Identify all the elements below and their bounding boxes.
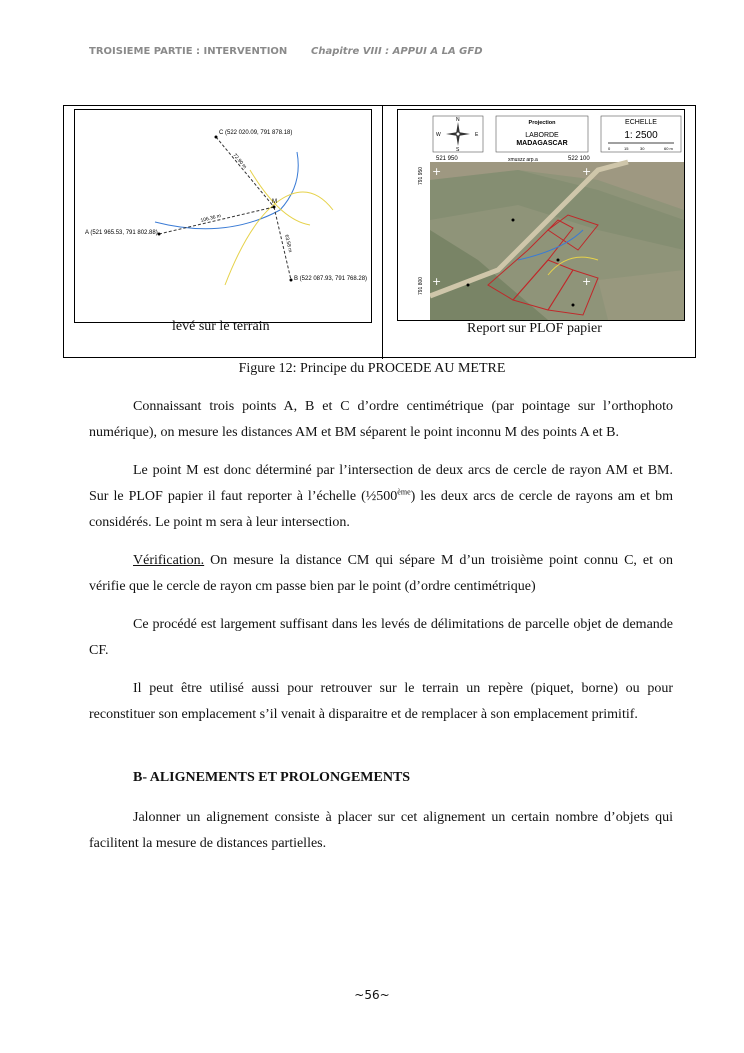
label-point-a: A (521 965.53, 791 802.88) bbox=[85, 230, 158, 236]
coord-y1: 791 950 bbox=[418, 166, 424, 185]
watermark-text: xmuszz arp.a bbox=[508, 157, 538, 163]
plof-map-diagram bbox=[398, 110, 684, 320]
plof-map bbox=[397, 109, 685, 321]
section-heading: B- ALIGNEMENTS ET PROLONGEMENTS bbox=[133, 770, 411, 785]
projection-title: Projection bbox=[528, 120, 556, 126]
compass-w: W bbox=[436, 132, 441, 138]
figure-table bbox=[63, 105, 696, 358]
paragraph-3-text: On mesure la distance CM qui sépare M d’un troisième point connu C, et on vérifie que le cercle de rayon cm passe bien par le point (d’ordre centimétrique) bbox=[89, 553, 673, 594]
paragraph-5 bbox=[89, 676, 673, 728]
arc-bm bbox=[225, 192, 333, 285]
paragraph-2-text-a: Le point M est donc déterminé par l’intersection de deux arcs de cercle de rayon AM et BM. Sur le PLOF papier il faut reporter à l’échelle (½500 bbox=[89, 463, 673, 504]
compass-e: E bbox=[475, 132, 479, 138]
map-point-a bbox=[467, 284, 470, 287]
label-point-b: B (522 087.93, 791 768.28) bbox=[294, 276, 368, 282]
coord-y2: 791 800 bbox=[418, 276, 424, 295]
paragraph-1 bbox=[89, 394, 673, 446]
field-survey-sketch bbox=[74, 109, 372, 323]
coord-x1: 521 950 bbox=[436, 156, 458, 162]
scale-title: ECHELLE bbox=[625, 119, 657, 126]
label-dist-am: 106.36 m bbox=[200, 213, 222, 224]
right-panel-caption: Report sur PLOF papier bbox=[467, 321, 602, 336]
paragraph-4 bbox=[89, 612, 673, 664]
projection-line1: LABORDE bbox=[525, 132, 559, 139]
arc-cm bbox=[250, 170, 310, 225]
label-dist-bm: 63.58 m bbox=[283, 234, 293, 254]
paragraph-5-text: Il peut être utilisé aussi pour retrouver sur le terrain un repère (piquet, borne) ou pour reconstituer son emplacement s’il venait à disparaitre et de remplacer à son emplacement primitif. bbox=[89, 681, 673, 722]
coord-strip bbox=[398, 162, 430, 320]
compass-s: S bbox=[456, 147, 460, 153]
table-divider bbox=[382, 106, 383, 359]
projection-line2: MADAGASCAR bbox=[516, 140, 568, 147]
running-header bbox=[89, 46, 483, 57]
survey-diagram bbox=[75, 110, 371, 322]
scale-tick-3: 60 m bbox=[664, 146, 673, 151]
grid-cross-3: + bbox=[432, 275, 442, 288]
superscript-eme: ème bbox=[397, 487, 411, 497]
scale-value: 1: 2500 bbox=[624, 130, 658, 141]
paragraph-3 bbox=[89, 548, 673, 600]
coord-x2: 522 100 bbox=[568, 156, 590, 162]
label-point-m: M bbox=[272, 199, 277, 205]
page-number: ~56~ bbox=[354, 988, 390, 1002]
header-part-title: TROISIEME PARTIE : INTERVENTION bbox=[89, 46, 288, 57]
label-point-c: C (522 020.09, 791 878.18) bbox=[219, 130, 293, 136]
grid-cross-4: + bbox=[582, 275, 592, 288]
label-dist-cm: 72.90 m bbox=[231, 152, 248, 171]
left-panel-caption: levé sur le terrain bbox=[172, 319, 270, 334]
point-m bbox=[273, 206, 276, 209]
line-cm bbox=[216, 137, 274, 207]
paragraph-1-text: Connaissant trois points A, B et C d’ordre centimétrique (par pointage sur l’orthophoto numérique), on mesure les distances AM et BM séparent le point inconnu M des points A et B. bbox=[89, 399, 673, 440]
paragraph-4-text: Ce procédé est largement suffisant dans les levés de délimitations de parcelle objet de demande CF. bbox=[89, 617, 673, 658]
figure-caption: Figure 12: Principe du PROCEDE AU METRE bbox=[238, 361, 506, 376]
map-point-c bbox=[512, 219, 515, 222]
scale-tick-0: 0 bbox=[608, 146, 611, 151]
compass-n: N bbox=[456, 117, 460, 123]
map-point-m bbox=[557, 259, 560, 262]
paragraph-6-text: Jalonner un alignement consiste à placer sur cet alignement un certain nombre d’objets qui facilitent la mesure de distances partielles. bbox=[89, 810, 673, 851]
point-b bbox=[290, 279, 293, 282]
verification-label: Vérification. bbox=[133, 553, 205, 568]
header-chapter-title: Chapitre VIII : APPUI A LA GFD bbox=[311, 46, 483, 57]
scale-tick-1: 15 bbox=[624, 146, 629, 151]
map-point-b bbox=[572, 304, 575, 307]
grid-cross-2: + bbox=[582, 165, 592, 178]
paragraph-6 bbox=[89, 805, 673, 857]
point-a bbox=[158, 233, 161, 236]
scale-tick-2: 30 bbox=[640, 146, 645, 151]
paragraph-2 bbox=[89, 458, 673, 536]
grid-cross-1: + bbox=[432, 165, 442, 178]
paragraph-2-text-b: ) les deux arcs de cercle de rayons am et bm considérés. Le point m sera à leur intersection. bbox=[89, 489, 673, 530]
point-c bbox=[215, 136, 218, 139]
